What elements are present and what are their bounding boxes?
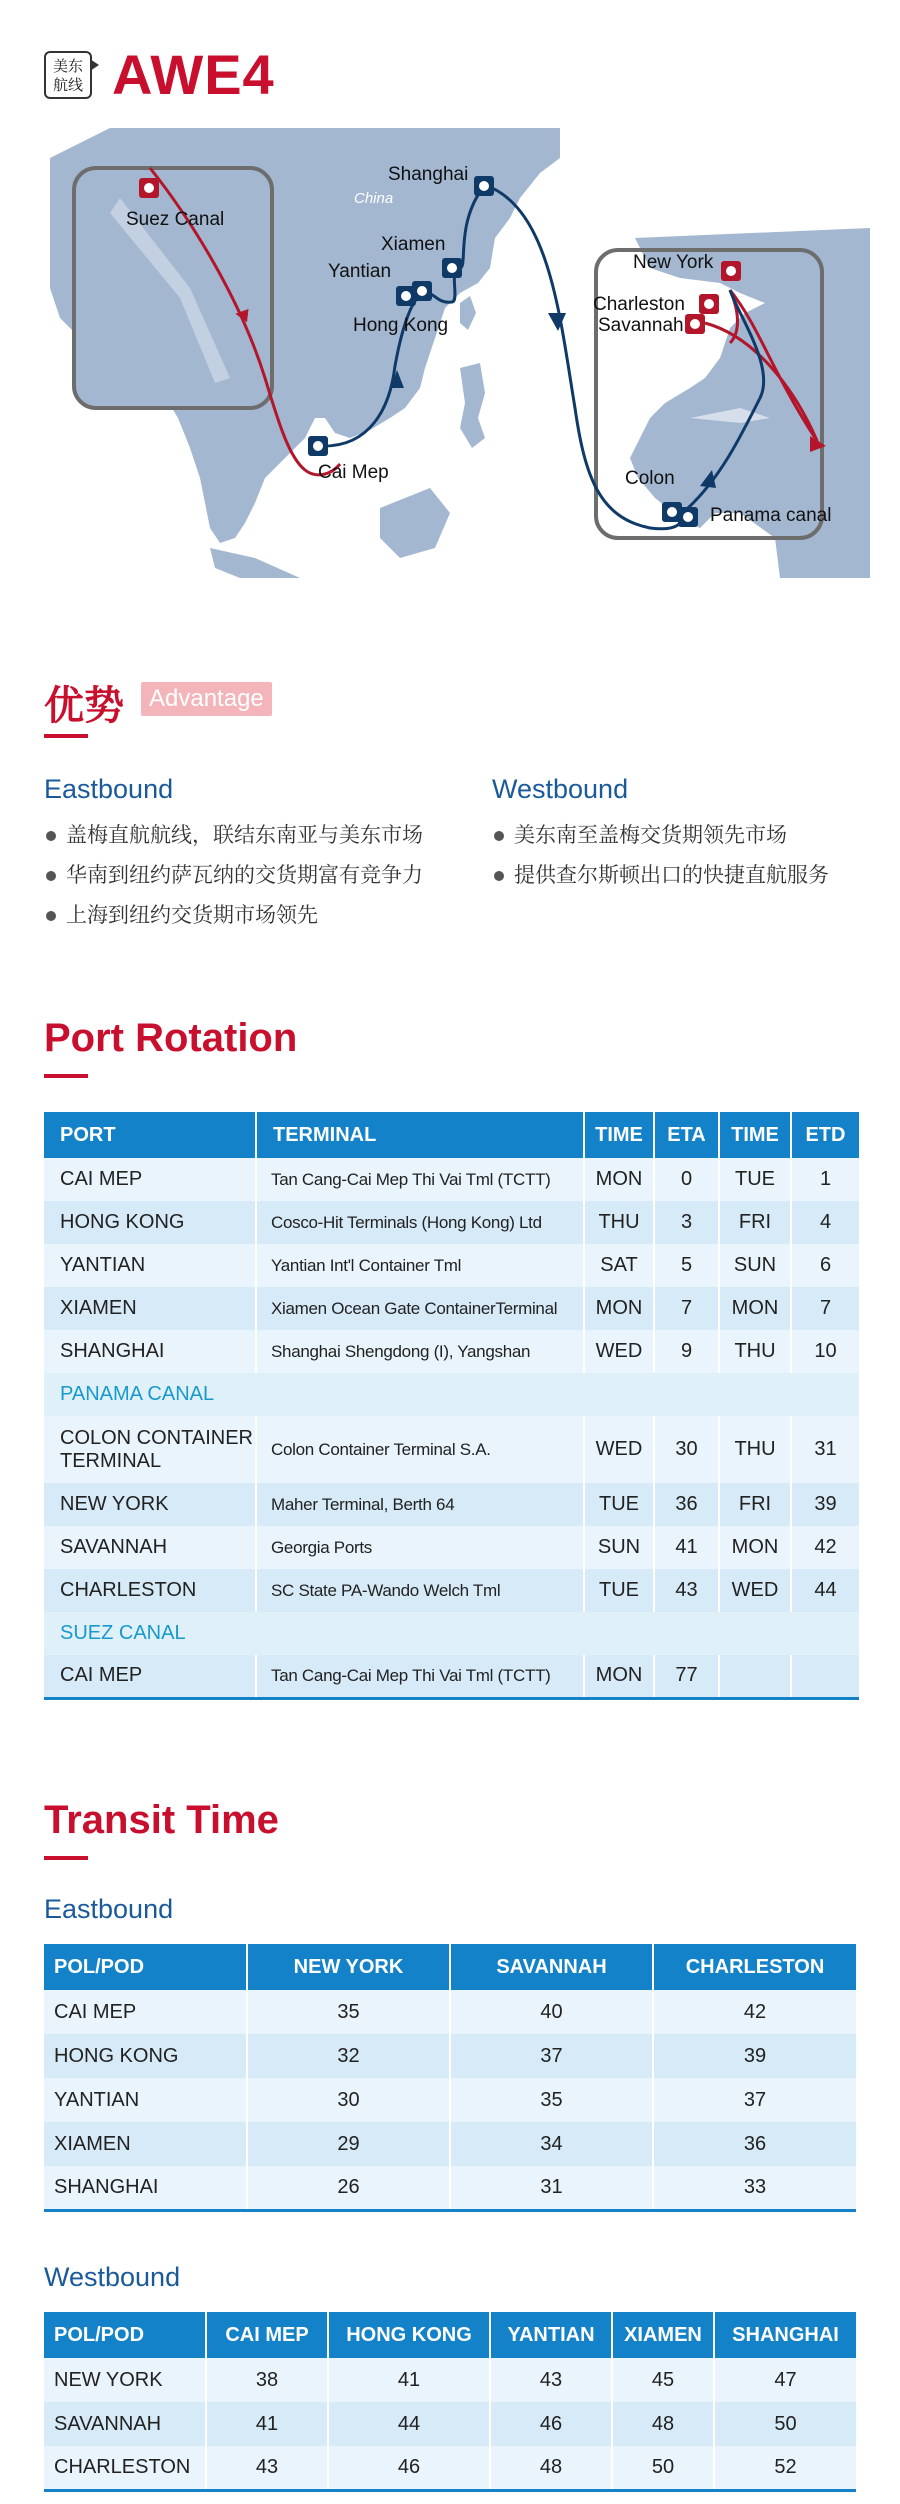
etd-cell: 39: [791, 1483, 859, 1526]
port-cell: SAVANNAH: [44, 1526, 256, 1569]
route-header: [44, 42, 275, 107]
etd-cell: 44: [791, 1569, 859, 1612]
borneo-island: [380, 488, 450, 558]
column-header-charleston: CHARLESTON: [653, 1944, 856, 1990]
etd-cell: 31: [791, 1416, 859, 1483]
transit-days-cell: 45: [612, 2358, 714, 2402]
table-row: [44, 1201, 859, 1244]
map-label-pacific: Pacific Ocean: [477, 477, 570, 494]
advantage-badge: Advantage: [141, 682, 272, 716]
transit-days-cell: 37: [653, 2078, 856, 2122]
table-row: [44, 2122, 856, 2166]
arrival-day-cell: WED: [584, 1416, 654, 1483]
eta-cell: 9: [654, 1330, 719, 1373]
transit-days-cell: 35: [247, 1990, 450, 2034]
departure-day-cell: MON: [719, 1287, 791, 1330]
departure-day-cell: FRI: [719, 1201, 791, 1244]
transit-days-cell: 31: [450, 2166, 653, 2210]
map-label-yantian: Yantian: [328, 261, 392, 282]
etd-cell: 10: [791, 1330, 859, 1373]
route-code: AWE4: [112, 43, 275, 106]
column-header-port: PORT: [44, 1112, 256, 1158]
map-label-suez: Suez Canal: [126, 209, 225, 230]
route-type-tag: [44, 51, 92, 99]
transit-westbound-heading: Westbound: [44, 2262, 181, 2292]
transit-days-cell: 43: [490, 2358, 612, 2402]
map-label-hong-kong: Hong Kong: [353, 315, 449, 336]
transit-days-cell: 39: [653, 2034, 856, 2078]
origin-port-cell: HONG KONG: [44, 2034, 247, 2078]
port-rotation-title-underline: [44, 1074, 88, 1078]
column-header-cai-mep: CAI MEP: [206, 2312, 328, 2358]
sumatra-island: [210, 548, 300, 578]
port-rotation-title: Port Rotation: [44, 1016, 298, 1060]
arrival-day-cell: THU: [584, 1201, 654, 1244]
port-marker-suez: [139, 178, 159, 198]
table-row: [44, 2402, 856, 2446]
table-header-row: [44, 1944, 856, 1990]
departure-day-cell: FRI: [719, 1483, 791, 1526]
terminal-cell: Shanghai Shengdong (I), Yangshan: [256, 1330, 584, 1373]
port-cell: HONG KONG: [44, 1201, 256, 1244]
map-label-charleston: Charleston: [593, 294, 685, 315]
arrival-day-cell: MON: [584, 1158, 654, 1201]
advantage-westbound-list: [492, 816, 829, 896]
port-marker-savannah: [685, 314, 705, 334]
transit-days-cell: 50: [612, 2446, 714, 2490]
canal-row: [44, 1373, 859, 1416]
map-label-china: China: [354, 190, 394, 207]
arrival-day-cell: MON: [584, 1655, 654, 1698]
table-row: [44, 1416, 859, 1483]
advantage-title-underline: [44, 734, 88, 738]
origin-port-cell: SHANGHAI: [44, 2166, 247, 2210]
column-header-arrival-time: TIME: [584, 1112, 654, 1158]
column-header-xiamen: XIAMEN: [612, 2312, 714, 2358]
route-map: [40, 118, 870, 578]
list-item: 美东南至盖梅交货期领先市场: [492, 816, 829, 856]
origin-port-cell: YANTIAN: [44, 2078, 247, 2122]
origin-port-cell: CAI MEP: [44, 1990, 247, 2034]
list-item: 华南到纽约萨瓦纳的交货期富有竞争力: [44, 856, 423, 896]
list-item: 盖梅直航航线，联结东南亚与美东市场: [44, 816, 423, 856]
port-marker-cai-mep: [308, 436, 328, 456]
transit-days-cell: 50: [714, 2402, 856, 2446]
arrival-day-cell: SUN: [584, 1526, 654, 1569]
transit-time-title: Transit Time: [44, 1798, 279, 1842]
terminal-cell: Colon Container Terminal S.A.: [256, 1416, 584, 1483]
port-cell: COLON CONTAINER TERMINAL: [44, 1416, 256, 1483]
transit-eastbound-body: [44, 1990, 856, 2210]
port-cell: YANTIAN: [44, 1244, 256, 1287]
canal-label: PANAMA CANAL: [44, 1373, 859, 1416]
port-marker-hong-kong: [396, 286, 416, 306]
list-item: 上海到纽约交货期市场领先: [44, 896, 423, 936]
column-header-shanghai: SHANGHAI: [714, 2312, 856, 2358]
eta-cell: 7: [654, 1287, 719, 1330]
origin-port-cell: XIAMEN: [44, 2122, 247, 2166]
transit-days-cell: 43: [206, 2446, 328, 2490]
transit-westbound-table: [44, 2312, 856, 2492]
terminal-cell: Maher Terminal, Berth 64: [256, 1483, 584, 1526]
transit-days-cell: 47: [714, 2358, 856, 2402]
port-marker-new-york: [721, 261, 741, 281]
transit-eastbound-table: [44, 1944, 856, 2212]
eta-cell: 30: [654, 1416, 719, 1483]
route-tag-line-2: 航线: [52, 76, 83, 94]
transit-days-cell: 40: [450, 1990, 653, 2034]
eta-cell: 36: [654, 1483, 719, 1526]
departure-day-cell: SUN: [719, 1244, 791, 1287]
column-header-pol-pod: POL/POD: [44, 1944, 247, 1990]
etd-cell: 42: [791, 1526, 859, 1569]
port-cell: CAI MEP: [44, 1158, 256, 1201]
etd-cell: 7: [791, 1287, 859, 1330]
column-header-hong-kong: HONG KONG: [328, 2312, 490, 2358]
transit-time-title-underline: [44, 1856, 88, 1860]
transit-days-cell: 29: [247, 2122, 450, 2166]
arrival-day-cell: MON: [584, 1287, 654, 1330]
etd-cell: [791, 1655, 859, 1698]
terminal-cell: Tan Cang-Cai Mep Thi Vai Tml (TCTT): [256, 1655, 584, 1698]
table-row: [44, 2034, 856, 2078]
transit-days-cell: 48: [612, 2402, 714, 2446]
departure-day-cell: THU: [719, 1330, 791, 1373]
advantage-eastbound-heading: Eastbound: [44, 774, 174, 804]
transit-westbound-body: [44, 2358, 856, 2490]
eta-cell: 43: [654, 1569, 719, 1612]
transit-days-cell: 41: [206, 2402, 328, 2446]
terminal-cell: Xiamen Ocean Gate ContainerTerminal: [256, 1287, 584, 1330]
terminal-cell: Cosco-Hit Terminals (Hong Kong) Ltd: [256, 1201, 584, 1244]
transit-days-cell: 26: [247, 2166, 450, 2210]
map-label-colon: Colon: [625, 468, 675, 489]
map-label-xiamen: Xiamen: [381, 234, 446, 255]
table-row: [44, 1569, 859, 1612]
origin-port-cell: CHARLESTON: [44, 2446, 206, 2490]
map-label-usa: USA: [608, 265, 639, 282]
column-header-eta: ETA: [654, 1112, 719, 1158]
arrival-day-cell: TUE: [584, 1569, 654, 1612]
port-marker-panama-canal: [678, 507, 698, 527]
transit-days-cell: 33: [653, 2166, 856, 2210]
port-cell: XIAMEN: [44, 1287, 256, 1330]
column-header-new-york: NEW YORK: [247, 1944, 450, 1990]
taiwan-island: [460, 296, 476, 330]
table-row: [44, 1526, 859, 1569]
map-label-savannah: Savannah: [598, 315, 684, 336]
map-label-shanghai: Shanghai: [388, 164, 469, 185]
port-cell: SHANGHAI: [44, 1330, 256, 1373]
origin-port-cell: SAVANNAH: [44, 2402, 206, 2446]
table-row: [44, 2078, 856, 2122]
departure-day-cell: [719, 1655, 791, 1698]
column-header-terminal: TERMINAL: [256, 1112, 584, 1158]
terminal-cell: Yantian Int'l Container Tml: [256, 1244, 584, 1287]
port-cell: CAI MEP: [44, 1655, 256, 1698]
transit-days-cell: 46: [490, 2402, 612, 2446]
departure-day-cell: THU: [719, 1416, 791, 1483]
transit-days-cell: 30: [247, 2078, 450, 2122]
table-row: [44, 1330, 859, 1373]
arrival-day-cell: SAT: [584, 1244, 654, 1287]
column-header-pol-pod: POL/POD: [44, 2312, 206, 2358]
table-row: [44, 1287, 859, 1330]
port-marker-charleston: [699, 294, 719, 314]
table-header-row: [44, 1112, 859, 1158]
departure-day-cell: TUE: [719, 1158, 791, 1201]
table-header-row: [44, 2312, 856, 2358]
etd-cell: 1: [791, 1158, 859, 1201]
transit-days-cell: 41: [328, 2358, 490, 2402]
transit-days-cell: 52: [714, 2446, 856, 2490]
port-rotation-table: [44, 1112, 859, 1700]
transit-days-cell: 36: [653, 2122, 856, 2166]
transit-days-cell: 38: [206, 2358, 328, 2402]
transit-days-cell: 42: [653, 1990, 856, 2034]
table-row: [44, 1990, 856, 2034]
eta-cell: 77: [654, 1655, 719, 1698]
terminal-cell: Tan Cang-Cai Mep Thi Vai Tml (TCTT): [256, 1158, 584, 1201]
canal-label: SUEZ CANAL: [44, 1612, 859, 1655]
port-marker-shanghai: [474, 176, 494, 196]
transit-days-cell: 44: [328, 2402, 490, 2446]
map-label-cai-mep: Cai Mep: [318, 462, 389, 483]
transit-days-cell: 34: [450, 2122, 653, 2166]
transit-eastbound-heading: Eastbound: [44, 1894, 174, 1924]
port-rotation-body: [44, 1158, 859, 1698]
canal-row: [44, 1612, 859, 1655]
transit-days-cell: 32: [247, 2034, 450, 2078]
transit-days-cell: 37: [450, 2034, 653, 2078]
column-header-yantian: YANTIAN: [490, 2312, 612, 2358]
column-header-departure-time: TIME: [719, 1112, 791, 1158]
map-label-new-york: New York: [633, 252, 714, 273]
transit-days-cell: 46: [328, 2446, 490, 2490]
advantage-title: 优势: [44, 684, 124, 728]
transit-days-cell: 48: [490, 2446, 612, 2490]
table-row: [44, 1655, 859, 1698]
eta-cell: 0: [654, 1158, 719, 1201]
column-header-savannah: SAVANNAH: [450, 1944, 653, 1990]
table-row: [44, 1244, 859, 1287]
port-cell: CHARLESTON: [44, 1569, 256, 1612]
route-tag-line-1: 美东: [52, 57, 83, 75]
eta-cell: 41: [654, 1526, 719, 1569]
table-row: [44, 2446, 856, 2490]
transit-days-cell: 35: [450, 2078, 653, 2122]
departure-day-cell: MON: [719, 1526, 791, 1569]
eta-cell: 3: [654, 1201, 719, 1244]
table-row: [44, 2166, 856, 2210]
etd-cell: 4: [791, 1201, 859, 1244]
table-row: [44, 2358, 856, 2402]
eta-cell: 5: [654, 1244, 719, 1287]
origin-port-cell: NEW YORK: [44, 2358, 206, 2402]
terminal-cell: SC State PA-Wando Welch Tml: [256, 1569, 584, 1612]
port-cell: NEW YORK: [44, 1483, 256, 1526]
advantage-westbound-heading: Westbound: [492, 774, 629, 804]
departure-day-cell: WED: [719, 1569, 791, 1612]
list-item: 提供查尔斯顿出口的快捷直航服务: [492, 856, 829, 896]
etd-cell: 6: [791, 1244, 859, 1287]
arrival-day-cell: TUE: [584, 1483, 654, 1526]
table-row: [44, 1158, 859, 1201]
map-label-panama-canal: Panama canal: [710, 505, 832, 526]
terminal-cell: Georgia Ports: [256, 1526, 584, 1569]
column-header-etd: ETD: [791, 1112, 859, 1158]
advantage-eastbound-list: [44, 816, 423, 936]
philippines-island: [460, 363, 485, 448]
table-row: [44, 1483, 859, 1526]
port-marker-xiamen: [442, 258, 462, 278]
arrival-day-cell: WED: [584, 1330, 654, 1373]
